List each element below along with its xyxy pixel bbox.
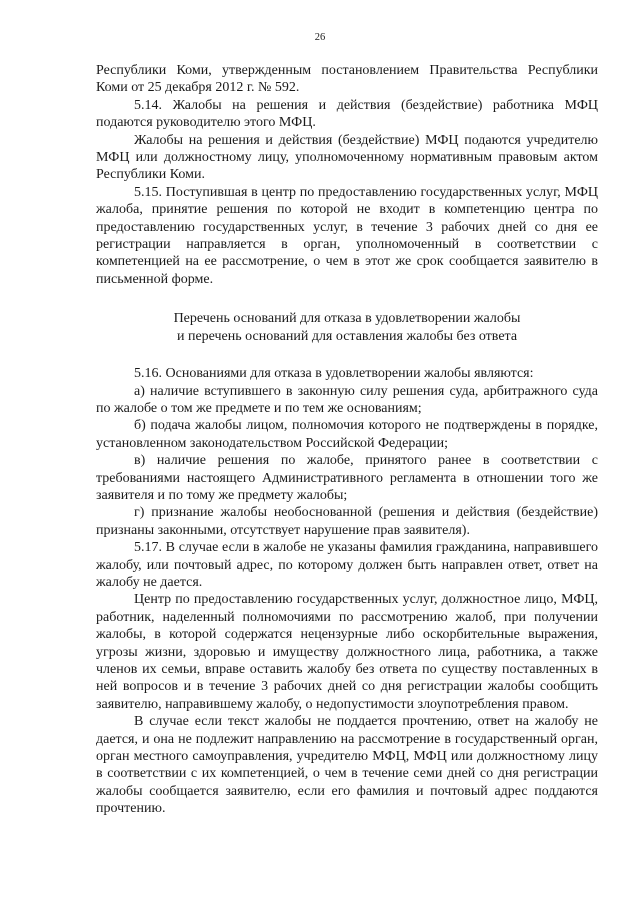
list-item: а) наличие вступившего в законную силу решения суда, арбитражного суда по жалобе о том же предмете и по тем же основаниям;: [96, 383, 598, 416]
section-heading-line: Перечень оснований для отказа в удовлетворении жалобы: [173, 311, 521, 327]
paragraph: 5.15. Поступившая в центр по предоставлению государственных услуг, МФЦ жалоба, принятие решения по которой не входит в компетенцию центра по предоставлению государственных услуг, в течение 3 рабочих дней со дня ее регистрации направляется в орган, уполномоченный в соответствии с компетенцией на ее рассмотрение, о чем в этот же срок сообщается заявителю в письменной форме.: [96, 184, 598, 287]
document-body: [96, 62, 598, 818]
paragraph: 5.14. Жалобы на решения и действия (бездействие) работника МФЦ подаются руководителю этого МФЦ.: [96, 97, 598, 131]
paragraph: Республики Коми, утвержденным постановлением Правительства Республики Коми от 25 декабря 2012 г. № 592.: [96, 63, 598, 96]
paragraph: 5.16. Основаниями для отказа в удовлетворении жалобы являются:: [134, 366, 534, 382]
list-item: г) признание жалобы необоснованной (решения и действия (бездействие) признаны законными, отсутствует нарушение прав заявителя).: [96, 505, 598, 538]
page-number: 26: [314, 32, 326, 43]
paragraph: 5.17. В случае если в жалобе не указаны фамилия гражданина, направившего жалобу, или почтовый адрес, по которому должен быть направлен ответ, ответ на жалобу не дается.: [96, 540, 598, 590]
paragraph: В случае если текст жалобы не поддается прочтению, ответ на жалобу не дается, и она не подлежит направлению на рассмотрение в государственный орган, орган местного самоуправления, учредителю МФЦ, МФЦ или должностному лицу в соответствии с их компетенцией, о чем в течение семи дней со дня регистрации жалобы сообщается заявителю, если его фамилия и почтовый адрес поддаются прочтению.: [96, 714, 598, 817]
section-heading: [96, 310, 598, 345]
list-item: б) подача жалобы лицом, полномочия которого не подтверждены в порядке, установленном законодательством Российской Федерации;: [96, 418, 598, 451]
paragraph: Центр по предоставлению государственных услуг, должностное лицо, МФЦ, работник, наделенный полномочиями по рассмотрению жалоб, при получении жалобы, в которой содержатся нецензурные либо оскорбительные выражения, угрозы жизни, здоровью и имуществу должностного лица, работника, а также членов их семьи, вправе оставить жалобу без ответа по существу поставленных в ней вопросов и в течение 3 рабочих дней со дня регистрации жалобы сообщить заявителю, направившему жалобу, о недопустимости злоупотребления правом.: [96, 592, 598, 712]
list-item: в) наличие решения по жалобе, принятого ранее в соответствии с требованиями настоящего Административного регламента в отношении того же заявителя и по тому же предмету жалобы;: [96, 453, 598, 503]
paragraph: Жалобы на решения и действия (бездействие) МФЦ подаются учредителю МФЦ или должностному лицу, уполномоченному нормативным правовым актом Республики Коми.: [96, 132, 598, 183]
section-heading-line: и перечень оснований для оставления жалобы без ответа: [176, 328, 518, 344]
